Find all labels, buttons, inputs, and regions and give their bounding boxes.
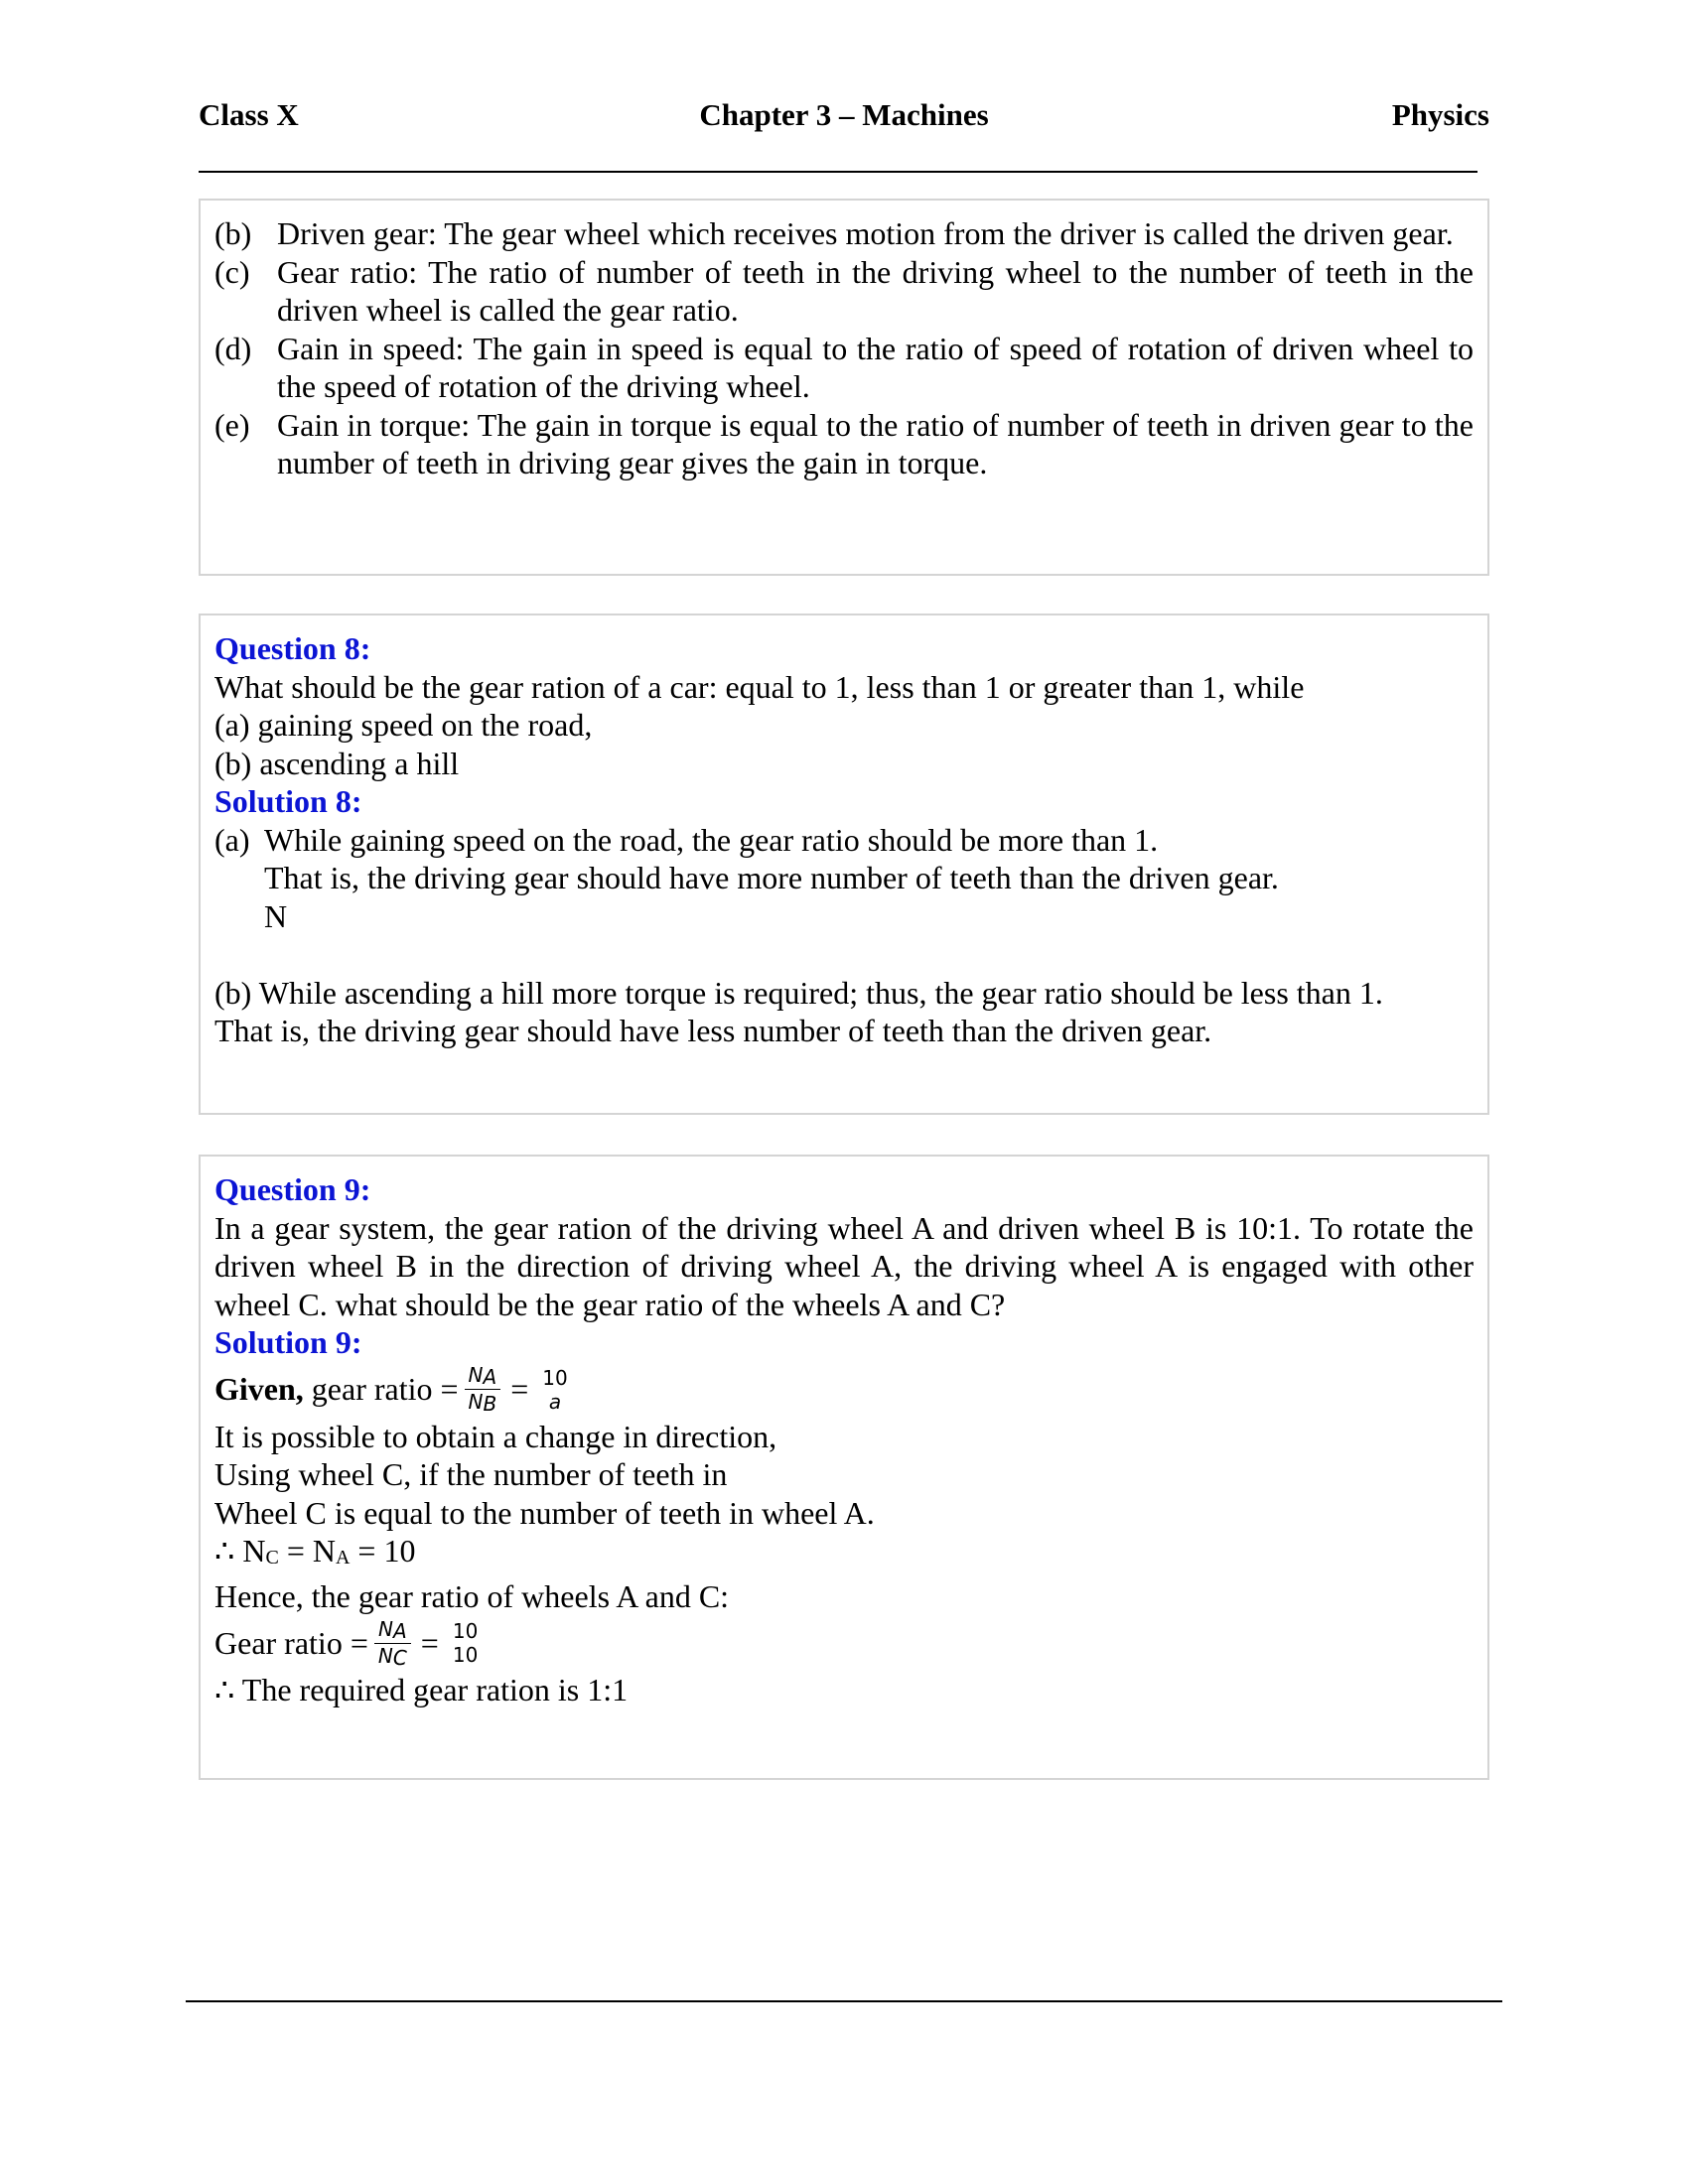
item-label: (d) <box>214 330 252 366</box>
definition-item <box>214 406 1474 482</box>
item-label: (c) <box>214 253 250 290</box>
header-class: Class X <box>199 97 299 132</box>
question-9-heading: Question 9: <box>214 1171 371 1207</box>
definition-item <box>214 330 1474 406</box>
header-subject: Physics <box>1391 97 1489 132</box>
question-8-line: What should be the gear ration of a car: equal to 1, less than 1 or greater than 1, while <box>214 668 1305 705</box>
definitions-box <box>199 199 1489 576</box>
question-8-line: (b) ascending a hill <box>214 745 460 781</box>
given-text: gear ratio = <box>303 1371 459 1408</box>
teeth-equation: ∴ $N_C = N_A = 10$ <box>214 1533 416 1569</box>
footer-rule <box>186 2000 1502 2002</box>
fraction-na-nb: $\frac{N_A}{N_B}$ <box>465 1363 501 1416</box>
solution-9-line: Using wheel C, if the number of teeth in <box>214 1456 728 1492</box>
solution-8-heading: Solution 8: <box>214 783 362 819</box>
question-9-text: In a gear system, the gear ration of the driving wheel A and driven wheel B is 10:1. To rotate the driven wheel B in the direction of driving wheel A, the driving wheel A is engaged with other wheel C. what should be the gear ratio of the wheels A and C? <box>214 1209 1474 1322</box>
header-chapter: Chapter 3 – Machines <box>699 97 989 132</box>
given-label: Given, <box>214 1371 304 1408</box>
solution-9-line: Hence, the gear ratio of wheels A and C: <box>214 1577 730 1614</box>
solution-8-line: That is, the driving gear should have more number of teeth than the driven gear. <box>264 860 1279 895</box>
solution-9-heading: Solution 9: <box>214 1324 362 1360</box>
solution-8-line: N <box>264 897 288 934</box>
header-rule <box>199 171 1477 173</box>
question-9-box <box>199 1155 1489 1780</box>
definition-item <box>214 214 1474 253</box>
solution-9-line: Wheel C is equal to the number of teeth in wheel A. <box>214 1494 875 1531</box>
gear-ratio-equation: Gear ratio = $\frac{N_A}{N_C}$ = 10 10 <box>214 1615 1474 1671</box>
item-label: (b) <box>214 215 252 251</box>
solution-8-line: That is, the driving gear should have less number of teeth than the driven gear. <box>214 1013 1212 1048</box>
solution-9-conclusion: ∴ The required gear ration is 1:1 <box>214 1672 629 1707</box>
page-header <box>199 97 1489 141</box>
fraction-10-a: 10 a <box>542 1365 568 1414</box>
fraction-na-nc: $\frac{N_A}{N_C}$ <box>374 1617 411 1670</box>
item-text: Driven gear: The gear wheel which receives motion from the driver is called the driven gear. <box>277 215 1454 251</box>
solution-9-line: It is possible to obtain a change in direction, <box>214 1418 777 1454</box>
gear-ratio-label: Gear ratio = <box>214 1624 368 1661</box>
given-equation: Given, gear ratio = $\frac{N_A}{N_B}$ = 10 a <box>214 1362 1474 1418</box>
question-8-heading: Question 8: <box>214 630 371 666</box>
item-text: Gain in speed: The gain in speed is equal to the ratio of speed of rotation of driven wheel to the speed of rotation of the driving wheel. <box>277 330 1474 404</box>
item-text: Gear ratio: The ratio of number of teeth in the driving wheel to the number of teeth in the driven wheel is called the gear ratio. <box>277 253 1474 328</box>
item-label: (a) <box>214 821 250 858</box>
item-text: While gaining speed on the road, the gear ratio should be more than 1. <box>264 821 1159 858</box>
item-label: (e) <box>214 406 250 443</box>
question-8-box <box>199 614 1489 1115</box>
question-8-line: (a) gaining speed on the road, <box>214 707 593 743</box>
fraction-10-10: 10 10 <box>452 1619 479 1667</box>
solution-8-part-a <box>214 821 1474 860</box>
definition-item <box>214 253 1474 330</box>
solution-8-part-b: (b) While ascending a hill more torque is required; thus, the gear ratio should be less than 1. <box>214 974 1383 1011</box>
item-text: Gain in torque: The gain in torque is equal to the ratio of number of teeth in driven gear to the number of teeth in driving gear gives the gain in torque. <box>277 406 1474 480</box>
